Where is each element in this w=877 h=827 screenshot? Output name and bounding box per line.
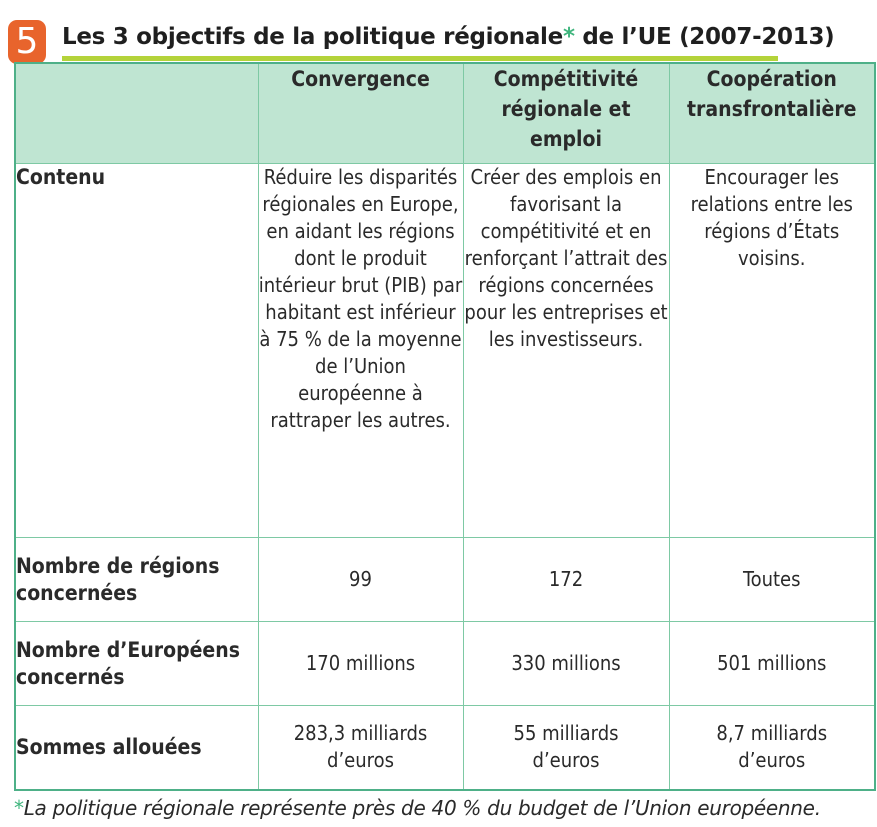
cell-regions-cooperation: Toutes [669, 538, 875, 622]
title-underline [62, 56, 778, 61]
cell-contenu-cooperation: Encourager les relations entre les régions d’États voisins. [669, 164, 875, 538]
document-title [62, 24, 834, 50]
cell-regions-competitivite: 172 [463, 538, 669, 622]
cell-regions-convergence: 99 [258, 538, 463, 622]
footnote-text: La politique régionale représente près de 40 % du budget de l’Union européenne. [23, 796, 821, 820]
cell-europeens-cooperation: 501 millions [669, 622, 875, 706]
table-header-row [15, 63, 875, 164]
title-end-text: de l’UE (2007-2013) [574, 24, 835, 50]
footnote [14, 796, 821, 820]
row-label-sommes: Sommes allouées [15, 706, 258, 790]
row-label-contenu: Contenu [15, 164, 258, 538]
cell-sommes-competitivite: 55 milliards d’euros [463, 706, 669, 790]
cell-contenu-competitivite: Créer des emplois en favorisant la compétitivité et en renforçant l’attrait des régions concernées pour les entreprises et les investisseurs. [463, 164, 669, 538]
cell-sommes-convergence: 283,3 milliards d’euros [258, 706, 463, 790]
table-row [15, 622, 875, 706]
table-row [15, 538, 875, 622]
header-convergence: Convergence [258, 63, 463, 164]
header-competitivite: Compétitivité régionale et emploi [463, 63, 669, 164]
header-cooperation: Coopération transfrontalière [669, 63, 875, 164]
cell-contenu-convergence: Réduire les disparités régionales en Europe, en aidant les régions dont le produit intérieur brut (PIB) par habitant est inférieur à 75 % de la moyenne de l’Union européenne à rattraper les autres. [258, 164, 463, 538]
table-row [15, 164, 875, 538]
document-heading [8, 6, 835, 62]
cell-europeens-convergence: 170 millions [258, 622, 463, 706]
row-label-regions: Nombre de régions concernées [15, 538, 258, 622]
title-asterisk: * [562, 24, 575, 50]
row-label-europeens: Nombre d’Européens concernés [15, 622, 258, 706]
cell-sommes-cooperation: 8,7 milliards d’euros [669, 706, 875, 790]
section-number-badge: 5 [8, 20, 46, 64]
cell-europeens-competitivite: 330 millions [463, 622, 669, 706]
footnote-asterisk: * [14, 796, 24, 820]
objectives-table [14, 62, 876, 791]
title-main-text: Les 3 objectifs de la politique régionale [62, 24, 563, 50]
header-corner-cell [15, 63, 258, 164]
table-row [15, 706, 875, 790]
